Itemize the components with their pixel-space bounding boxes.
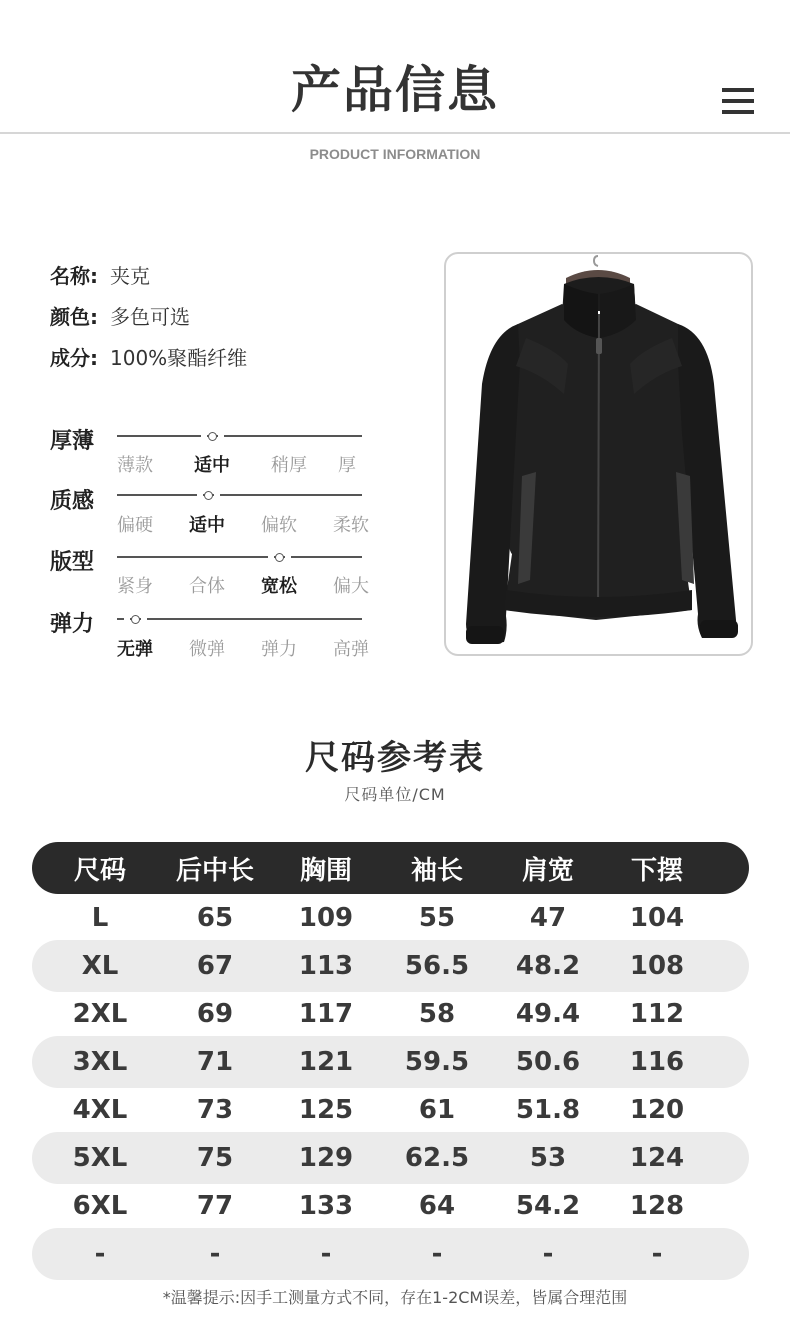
table-cell: 55 [418,903,456,933]
table-cell: 128 [629,1191,685,1221]
table-cell: 112 [629,999,685,1029]
spec-value: 夹克 [110,264,150,288]
texture-slider [117,494,362,496]
thickness-option-selected: 适中 [194,455,230,476]
table-cell: 113 [298,951,354,981]
elasticity-slider [117,618,362,620]
col-header: 尺码 [73,855,126,886]
col-header: 肩宽 [521,855,574,886]
attr-label-thickness: 厚薄 [50,429,95,454]
attr-label-texture: 质感 [50,489,95,514]
table-cell: 53 [529,1143,567,1173]
size-chart-unit: 尺码单位/CM [344,785,446,804]
table-cell: - [651,1239,663,1269]
table-cell: 4XL [72,1095,128,1125]
table-row [32,1036,749,1088]
table-row [32,1228,749,1280]
table-row [32,1086,749,1134]
slider-knob [131,615,140,624]
table-row [32,1132,749,1184]
table-cell: 121 [298,1047,354,1077]
table-cell: 69 [196,999,234,1029]
measurement-note: *温馨提示:因手工测量方式不同，存在1-2CM误差，皆属合理范围 [162,1288,628,1307]
texture-option: 柔软 [333,515,369,536]
attr-label-elasticity: 弹力 [50,612,95,637]
table-cell: 5XL [72,1143,128,1173]
table-cell: 73 [196,1095,234,1125]
table-cell: 2XL [72,999,128,1029]
table-cell: 117 [298,999,354,1029]
table-cell: 48.2 [515,951,581,981]
table-cell: 109 [298,903,354,933]
texture-option: 偏硬 [117,515,153,536]
slider-knob [204,491,213,500]
spec-value: 100%聚酯纤维 [110,346,248,370]
header-divider [0,132,790,134]
thickness-option: 厚 [338,455,356,476]
table-cell: 65 [196,903,234,933]
spec-color [50,301,190,330]
table-cell: XL [81,951,119,981]
thickness-option: 薄款 [117,455,153,476]
table-cell: 75 [196,1143,234,1173]
elasticity-option-selected: 无弹 [117,639,153,660]
table-cell: 54.2 [515,1191,581,1221]
page-subtitle: PRODUCT INFORMATION [309,146,481,162]
table-cell: - [209,1239,221,1269]
table-cell: 133 [298,1191,354,1221]
menu-icon[interactable] [722,88,754,114]
product-image [444,252,753,656]
spec-key: 成分: [50,346,98,370]
table-row [32,940,749,992]
table-cell: 50.6 [515,1047,581,1077]
col-header: 袖长 [410,855,463,886]
slider-knob [275,553,284,562]
table-cell: - [542,1239,554,1269]
spec-key: 名称: [50,264,98,288]
table-cell: 51.8 [515,1095,581,1125]
spec-name [50,260,150,289]
fit-option: 偏大 [333,576,369,597]
table-header [32,842,749,894]
thickness-slider [117,435,362,437]
table-cell: 120 [629,1095,685,1125]
table-row [32,894,749,942]
table-cell: 71 [196,1047,234,1077]
fit-option-selected: 宽松 [261,576,297,597]
elasticity-option: 微弹 [189,639,225,660]
col-header: 后中长 [175,855,254,886]
table-cell: 125 [298,1095,354,1125]
size-chart-title: 尺码参考表 [305,738,485,778]
table-row [32,990,749,1038]
texture-option-selected: 适中 [189,515,225,536]
thickness-option: 稍厚 [271,455,307,476]
table-cell: L [91,903,109,933]
table-cell: 58 [418,999,456,1029]
table-cell: 124 [629,1143,685,1173]
elasticity-option: 高弹 [333,639,369,660]
fit-option: 合体 [189,576,225,597]
page-title: 产品信息 [291,61,499,119]
table-cell: - [320,1239,332,1269]
spec-material [50,342,247,371]
col-header: 下摆 [630,855,683,886]
table-cell: 61 [418,1095,456,1125]
jacket-illustration [446,254,751,654]
spec-value: 多色可选 [110,305,190,329]
table-cell: 3XL [72,1047,128,1077]
table-cell: 47 [529,903,567,933]
table-cell: - [431,1239,443,1269]
fit-slider [117,556,362,558]
table-cell: 116 [629,1047,685,1077]
fit-option: 紧身 [117,576,153,597]
table-cell: - [94,1239,106,1269]
spec-key: 颜色: [50,305,98,329]
slider-knob [208,432,217,441]
table-cell: 77 [196,1191,234,1221]
elasticity-option: 弹力 [261,639,297,660]
texture-option: 偏软 [261,515,297,536]
col-header: 胸围 [299,855,352,886]
table-cell: 67 [196,951,234,981]
table-cell: 49.4 [515,999,581,1029]
table-cell: 6XL [72,1191,128,1221]
table-cell: 59.5 [404,1047,470,1077]
attr-label-fit: 版型 [50,550,95,575]
table-cell: 129 [298,1143,354,1173]
table-cell: 104 [629,903,685,933]
table-cell: 64 [418,1191,456,1221]
table-row [32,1182,749,1230]
table-cell: 108 [629,951,685,981]
table-cell: 62.5 [404,1143,470,1173]
table-cell: 56.5 [404,951,470,981]
size-table [32,842,749,1278]
